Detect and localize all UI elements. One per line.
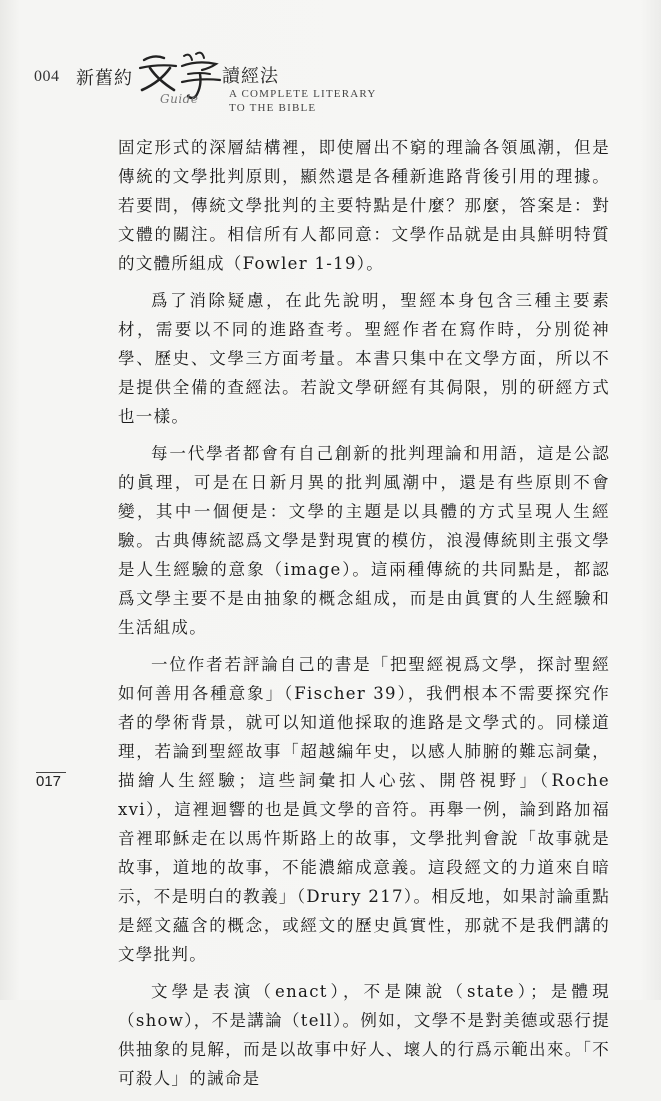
logo-guide-text: Guide (160, 92, 199, 106)
book-subtitle: 讀經法 (222, 66, 279, 87)
page-number: 004 (34, 68, 60, 85)
series-title: 新舊約 (76, 68, 133, 89)
english-title-line1: A COMPLETE LITERARY (229, 88, 377, 100)
english-title-line2: TO THE BIBLE (229, 102, 317, 114)
paragraph: 每一代學者都會有自己創新的批判理論和用語，這是公認的眞理，可是在日新月異的批判風潮中，還是有些原則不會變，其中一個便是：文學的主題是以具體的方式呈現人生經驗。古典傳統認爲文學是對現實的模仿，浪漫傳統則主張文學是人生經驗的意象（image）。這兩種傳統的共同點是，都認爲文學主要不是由抽象的概念組成，而是由眞實的人生經驗和生活組成。 (118, 444, 610, 637)
original-page-marker: 017 (36, 773, 62, 790)
body-text (118, 133, 610, 1101)
literary-guide-logo (130, 46, 230, 112)
paragraph: 文學是表演（enact），不是陳說（state）；是體現（show），不是講論（tell）。例如，文學不是對美德或惡行提供抽象的見解，而是以故事中好人、壞人的行爲示範出來。「不可殺人」的誡命是 (118, 982, 610, 1088)
running-header (34, 52, 377, 114)
paragraph: 一位作者若評論自己的書是「把聖經視爲文學，探討聖經如何善用各種意象」（Fischer 39），我們根本不需要探究作者的學術背景，就可以知道他採取的進路是文學式的。同樣道理，若論到聖經故事「超越編年史，以感人肺腑的難忘詞彙，描繪人生經驗；這些詞彙扣人心弦、開啓視野」（Roche xvi），這裡迴響的也是眞文學的音符。再舉一例，論到路加福音裡耶穌走在以馬忤斯路上的故事，文學批判會說「故事就是故事，道地的故事，不能濃縮成意義。這段經文的力道來自暗示，不是明白的教義」（Drury 217）。相反地，如果討論重點是經文蘊含的概念，或經文的歷史眞實性，那就不是我們講的文學批判。 (118, 655, 610, 964)
paragraph: 爲了消除疑慮，在此先說明，聖經本身包含三種主要素材，需要以不同的進路查考。聖經作者在寫作時，分別從神學、歷史、文學三方面考量。本書只集中在文學方面，所以不是提供全備的查經法。若說文學研經有其侷限，別的研經方式也一樣。 (118, 291, 610, 426)
paragraph: 固定形式的深層結構裡，即使層出不窮的理論各領風潮，但是傳統的文學批判原則，顯然還是各種新進路背後引用的理據。若要問，傳統文學批判的主要特點是什麼？那麼，答案是：對文體的關注。相信所有人都同意：文學作品就是由具鮮明特質的文體所組成（Fowler 1-19）。 (118, 138, 610, 273)
